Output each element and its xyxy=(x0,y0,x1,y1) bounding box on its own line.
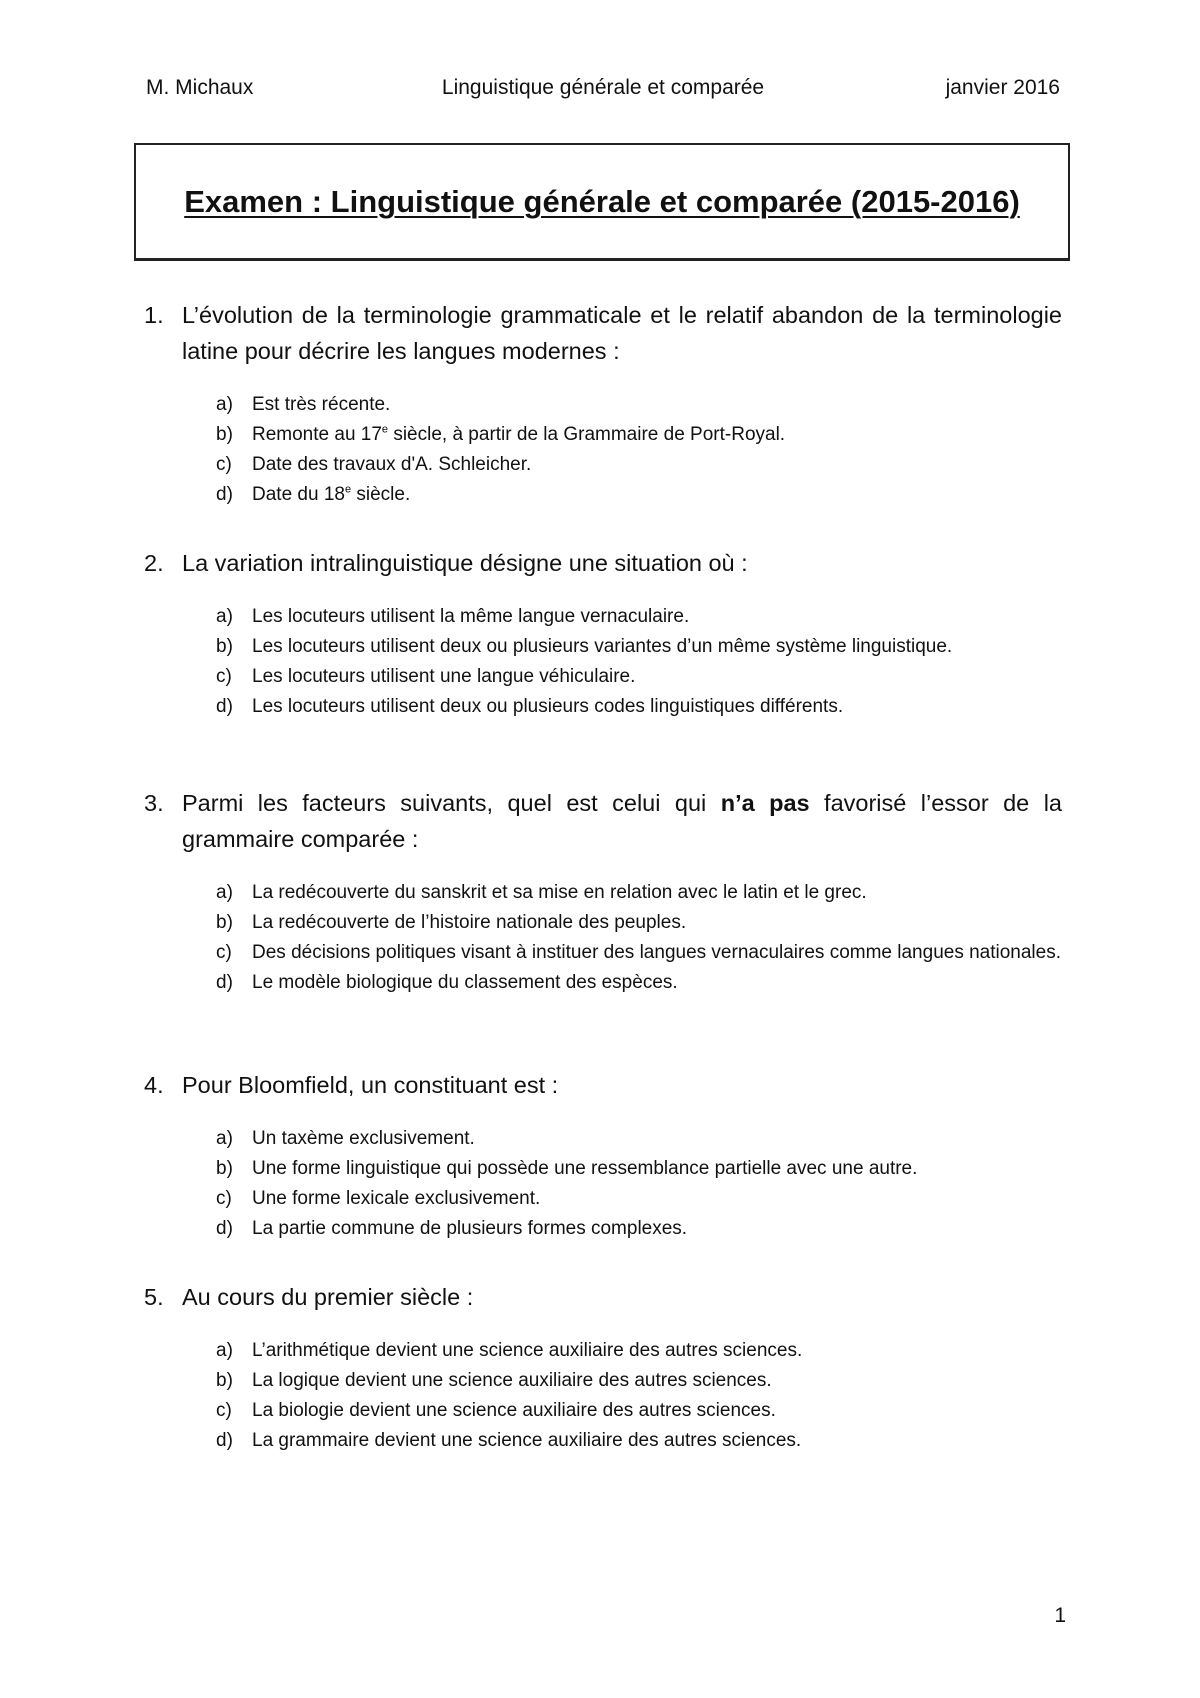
option-letter: a) xyxy=(216,1340,233,1361)
option-c xyxy=(144,1184,1062,1214)
option-text-start: Remonte au 17 xyxy=(252,424,382,445)
exam-title: Examen : Linguistique générale et comparée (2015-2016) xyxy=(184,183,1020,219)
question-number: 1. xyxy=(144,302,164,328)
option-d xyxy=(144,480,1062,510)
question-stem xyxy=(144,785,1062,857)
option-letter: b) xyxy=(216,636,233,657)
option-b xyxy=(144,632,1062,662)
option-a xyxy=(144,1124,1062,1154)
option-c xyxy=(144,450,1062,480)
option-d xyxy=(144,1426,1062,1456)
header-date: janvier 2016 xyxy=(945,76,1060,99)
option-b xyxy=(144,1154,1062,1184)
option-a xyxy=(144,390,1062,420)
option-text: Les locuteurs utilisent la même langue vernaculaire. xyxy=(252,606,690,627)
option-letter: b) xyxy=(216,1158,233,1179)
question-number: 3. xyxy=(144,790,164,816)
question-stem xyxy=(144,297,1062,369)
question-stem xyxy=(144,1279,1062,1315)
question-4 xyxy=(144,1067,1062,1244)
question-3 xyxy=(144,785,1062,998)
question-number: 5. xyxy=(144,1284,164,1310)
option-a xyxy=(144,1336,1062,1366)
option-a xyxy=(144,602,1062,632)
option-c xyxy=(144,938,1062,968)
option-text: La grammaire devient une science auxiliaire des autres sciences. xyxy=(252,1430,802,1451)
option-letter: d) xyxy=(216,1430,233,1451)
superscript: e xyxy=(381,423,389,436)
question-1 xyxy=(144,297,1062,510)
option-text: Le modèle biologique du classement des espèces. xyxy=(252,972,678,993)
option-letter: b) xyxy=(216,424,233,445)
option-b xyxy=(144,908,1062,938)
option-letter: a) xyxy=(216,1128,233,1149)
option-list xyxy=(144,878,1062,998)
page-number: 1 xyxy=(1054,1604,1066,1627)
title-box xyxy=(134,143,1070,261)
option-letter: d) xyxy=(216,972,233,993)
option-text: Un taxème exclusivement. xyxy=(252,1128,475,1149)
question-stem xyxy=(144,545,1062,581)
option-text: Les locuteurs utilisent deux ou plusieurs codes linguistiques différents. xyxy=(252,696,844,717)
option-b xyxy=(144,1366,1062,1396)
option-letter: a) xyxy=(216,394,233,415)
option-letter: a) xyxy=(216,882,233,903)
page-header xyxy=(146,74,1060,102)
question-emphasis: n’a pas xyxy=(720,790,810,816)
header-course: Linguistique générale et comparée xyxy=(441,76,765,99)
option-text-end: siècle. xyxy=(351,484,411,505)
question-text: Pour Bloomfield, un constituant est : xyxy=(182,1072,559,1098)
option-list xyxy=(144,1124,1062,1244)
option-text: Les locuteurs utilisent une langue véhiculaire. xyxy=(252,666,636,687)
option-letter: c) xyxy=(216,454,232,475)
option-letter: c) xyxy=(216,1400,232,1421)
question-text-end: favorisé l’essor de la grammaire comparée : xyxy=(182,790,1062,852)
option-text-start: Date du 18 xyxy=(252,484,345,505)
option-letter: c) xyxy=(216,1188,232,1209)
header-author: M. Michaux xyxy=(146,76,254,99)
question-text: L’évolution de la terminologie grammaticale et le relatif abandon de la terminologie latine pour décrire les langues modernes : xyxy=(182,302,1062,364)
option-letter: c) xyxy=(216,942,232,963)
option-text: Date des travaux d'A. Schleicher. xyxy=(252,454,532,475)
option-list xyxy=(144,390,1062,510)
option-text: La redécouverte du sanskrit et sa mise en relation avec le latin et le grec. xyxy=(252,882,867,903)
option-letter: c) xyxy=(216,666,232,687)
option-letter: a) xyxy=(216,606,233,627)
question-5 xyxy=(144,1279,1062,1456)
option-list xyxy=(144,602,1062,722)
option-text: La partie commune de plusieurs formes complexes. xyxy=(252,1218,688,1239)
question-stem xyxy=(144,1067,1062,1103)
option-text: Est très récente. xyxy=(252,394,391,415)
option-text: Une forme linguistique qui possède une ressemblance partielle avec une autre. xyxy=(252,1158,918,1179)
option-b xyxy=(144,420,1062,450)
option-text: Des décisions politiques visant à instituer des langues vernaculaires comme langues nationales. xyxy=(252,942,1062,963)
option-letter: d) xyxy=(216,696,233,717)
option-text: Les locuteurs utilisent deux ou plusieurs variantes d’un même système linguistique. xyxy=(252,636,953,657)
option-list xyxy=(144,1336,1062,1456)
superscript: e xyxy=(344,483,352,496)
question-2 xyxy=(144,545,1062,722)
question-number: 2. xyxy=(144,550,164,576)
option-text: La redécouverte de l’histoire nationale des peuples. xyxy=(252,912,687,933)
option-d xyxy=(144,692,1062,722)
question-text: Au cours du premier siècle : xyxy=(182,1284,474,1310)
option-letter: d) xyxy=(216,1218,233,1239)
option-letter: d) xyxy=(216,484,233,505)
option-d xyxy=(144,1214,1062,1244)
option-letter: b) xyxy=(216,912,233,933)
option-text: L’arithmétique devient une science auxiliaire des autres sciences. xyxy=(252,1340,803,1361)
option-text: La logique devient une science auxiliaire des autres sciences. xyxy=(252,1370,772,1391)
option-c xyxy=(144,1396,1062,1426)
option-letter: b) xyxy=(216,1370,233,1391)
option-c xyxy=(144,662,1062,692)
question-number: 4. xyxy=(144,1072,164,1098)
option-text-end: siècle, à partir de la Grammaire de Port-Royal. xyxy=(388,424,786,445)
option-a xyxy=(144,878,1062,908)
question-text: La variation intralinguistique désigne une situation où : xyxy=(182,550,748,576)
option-text: La biologie devient une science auxiliaire des autres sciences. xyxy=(252,1400,776,1421)
option-text: Une forme lexicale exclusivement. xyxy=(252,1188,541,1209)
question-text-start: Parmi les facteurs suivants, quel est celui qui xyxy=(182,790,721,816)
option-d xyxy=(144,968,1062,998)
